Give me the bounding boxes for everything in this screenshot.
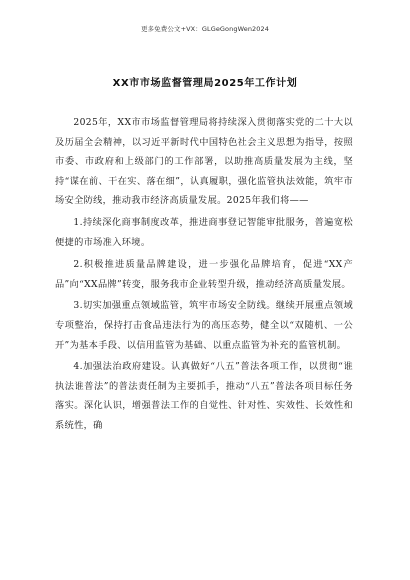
- paragraph-item-4: 4.加强法治政府建设。认真做好“八五”普法各项工作，以贯彻“谁执法谁普法”的普法责任制为主要抓手，推动“八五”普法各项目标任务落实。深化认识，增强普法工作的自觉性、针对性、实效性、长效性和系统性，确: [55, 361, 353, 431]
- paragraph-item-3: 3.切实加强重点领域监管，筑牢市场安全防线。继续开展重点领域专项整治，保持打击食品违法行为的高压态势，健全以“双随机、一公开”为基本手段、以信用监管为基础、以重点监管为补充的监管机制。: [55, 300, 353, 351]
- paragraph-item-1: 1.持续深化商事制度改革，推进商事登记智能审批服务，普遍宽松便捷的市场准入环境。: [55, 216, 353, 248]
- document-title: XX市市场监督管理局2025年工作计划: [112, 78, 298, 89]
- header-note: 更多免费公文+VX：GLGeGongWen2024: [140, 25, 269, 33]
- paragraph-intro: 2025年，XX市市场监督管理局将持续深入贯彻落实党的二十大以及历届全会精神，以习近平新时代中国特色社会主义思想为指导，按照市委、市政府和上级部门的工作部署，以助推高质量发展为主线，坚持“谋在前、干在实、落在细”，认真履职，强化监管执法效能，筑牢市场安全防线，推动我市经济高质量发展。2025年我们将——: [55, 117, 353, 207]
- paragraph-item-2: 2.积极推进质量品牌建设，进一步强化品牌培育，促进“XX产品”向“XX品牌”转变，服务我市企业转型升级，推动经济高质量发展。: [55, 259, 353, 290]
- document-body: [55, 113, 353, 438]
